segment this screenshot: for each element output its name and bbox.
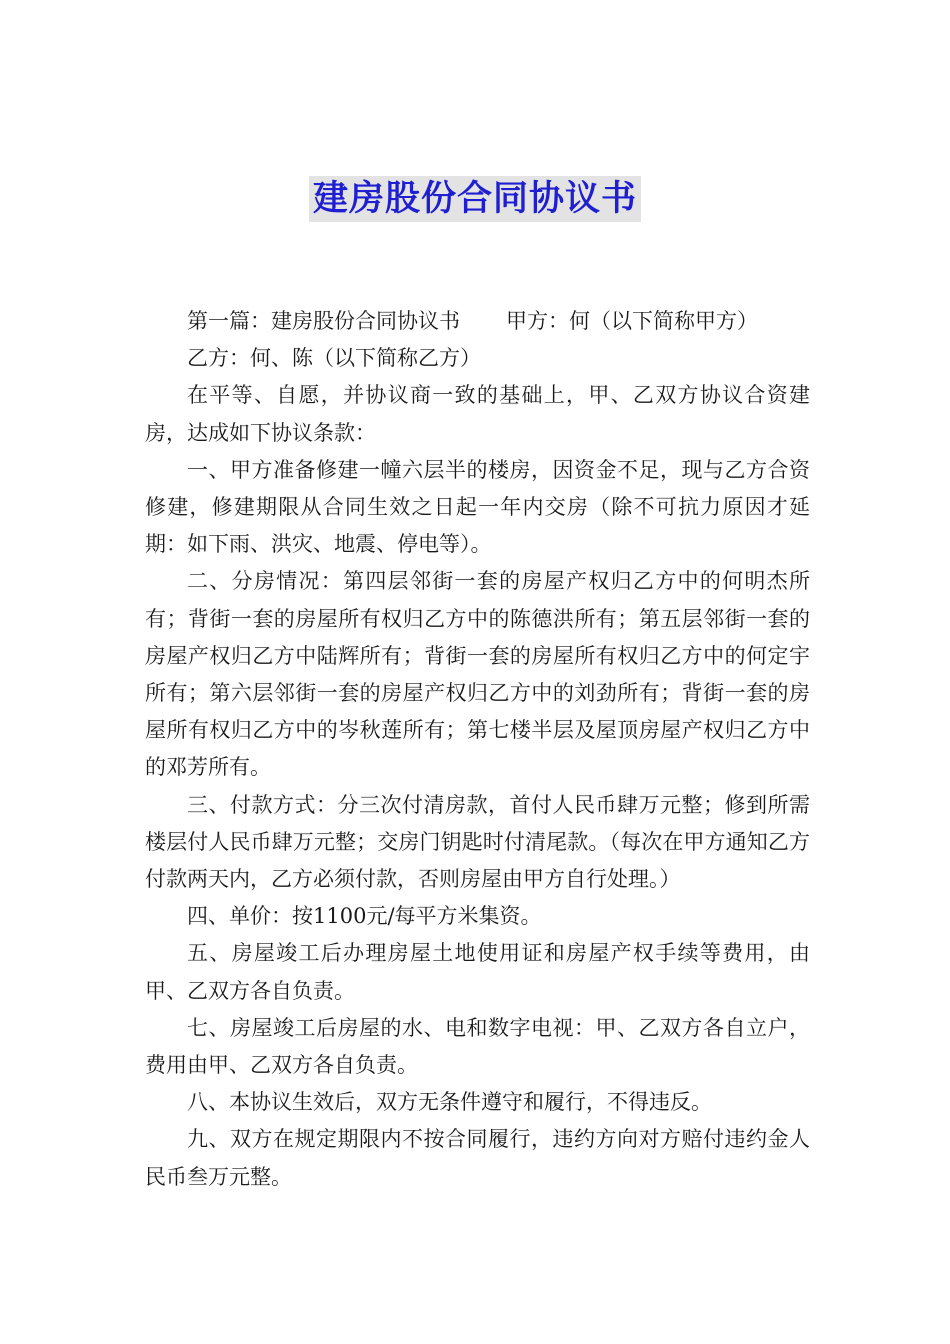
clause-paragraph: 五、房屋竣工后办理房屋土地使用证和房屋产权手续等费用，由甲、乙双方各自负责。 <box>145 941 810 1003</box>
document-body <box>145 303 810 1196</box>
title-container <box>0 176 950 222</box>
clause-paragraph: 二、分房情况：第四层邻街一套的房屋产权归乙方中的何明杰所有；背街一套的房屋所有权归乙方中的陈德洪所有；第五层邻街一套的房屋产权归乙方中陆辉所有；背街一套的房屋所有权归乙方中的何定宇所有；第六层邻街一套的房屋产权归乙方中的刘劲所有；背街一套的房屋所有权归乙方中的岑秋莲所有；第七楼半层及屋顶房屋产权归乙方中的邓芳所有。 <box>145 569 810 780</box>
preamble: 在平等、自愿，并协议商一致的基础上，甲、乙双方协议合资建房，达成如下协议条款： <box>145 383 810 445</box>
clause-paragraph: 三、付款方式：分三次付清房款，首付人民币肆万元整；修到所需楼层付人民币肆万元整；交房门钥匙时付清尾款。（每次在甲方通知乙方付款两天内，乙方必须付款，否则房屋由甲方自行处理。） <box>145 792 810 892</box>
intro-line <box>145 303 810 340</box>
document-title: 建房股份合同协议书 <box>309 176 641 222</box>
clause-paragraph: 九、双方在规定期限内不按合同履行，违约方向对方赔付违约金人民币叁万元整。 <box>145 1127 810 1189</box>
clause-paragraph: 七、房屋竣工后房屋的水、电和数字电视：甲、乙双方各自立户，费用由甲、乙双方各自负责。 <box>145 1015 810 1078</box>
clause-paragraph: 八、本协议生效后，双方无条件遵守和履行，不得违反。 <box>187 1090 712 1115</box>
party-b: 乙方：何、陈（以下简称乙方） <box>187 346 481 371</box>
clause-paragraph: 一、甲方准备修建一幢六层半的楼房，因资金不足，现与乙方合资修建，修建期限从合同生效之日起一年内交房（除不可抗力原因才延期：如下雨、洪灾、地震、停电等）。 <box>145 457 810 557</box>
party-a: 甲方：何（以下简称甲方） <box>506 309 758 333</box>
intro-heading: 第一篇：建房股份合同协议书 <box>187 309 460 333</box>
clause-paragraph: 四、单价：按1100元/每平方米集资。 <box>187 904 542 929</box>
